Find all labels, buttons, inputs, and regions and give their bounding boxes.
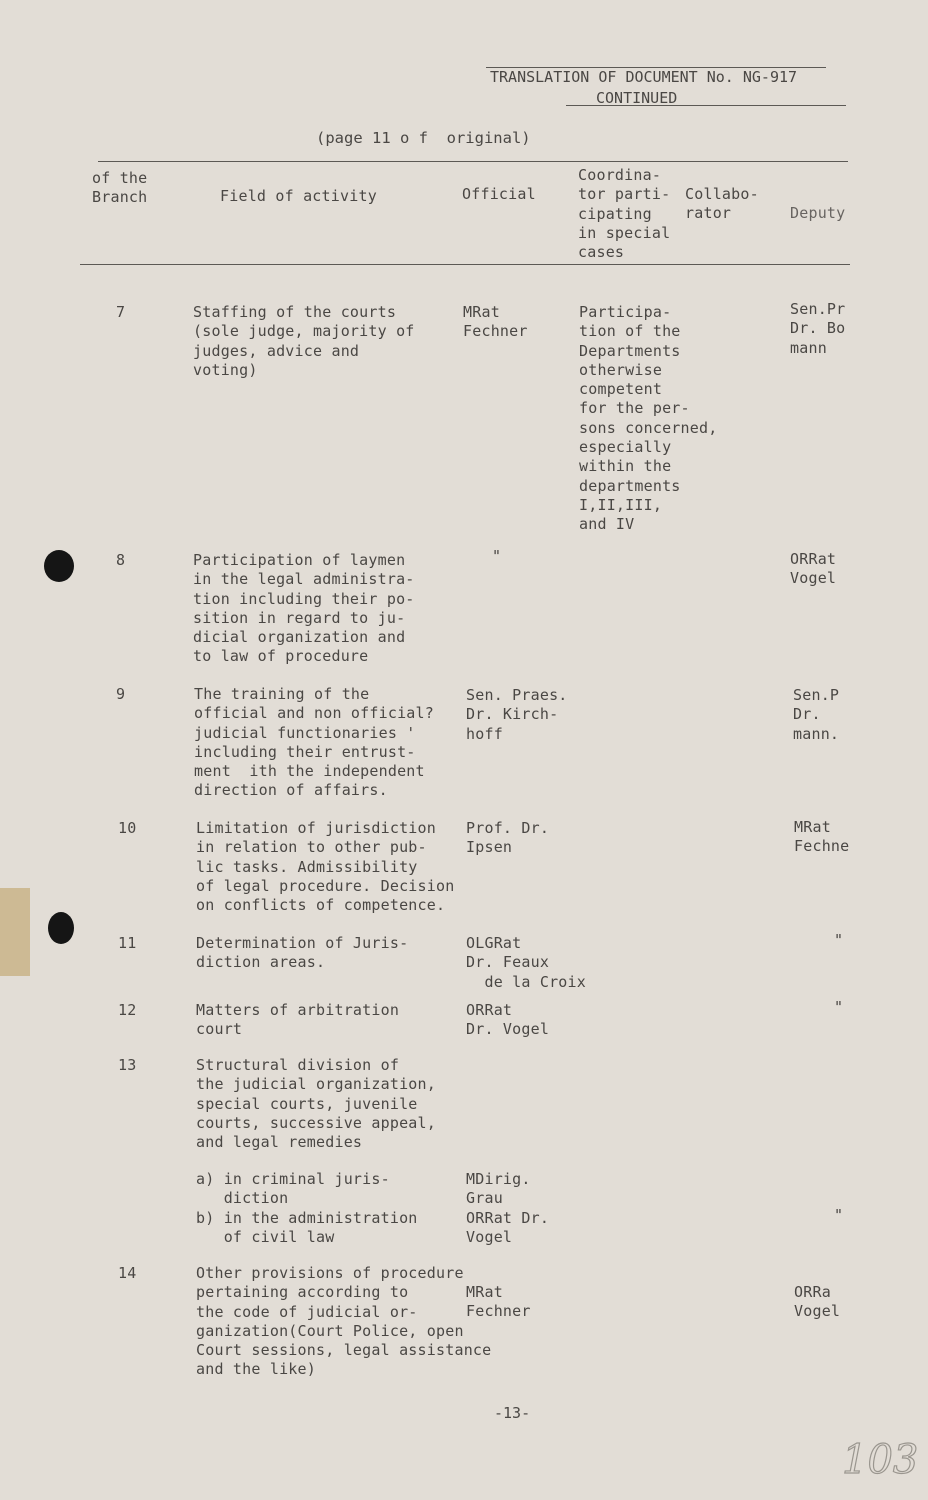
row-7-official: MRat Fechner — [463, 303, 528, 341]
row-14-number: 14 — [118, 1264, 137, 1282]
row-9-deputy: Sen.P Dr. mann. — [793, 686, 840, 743]
svg-text:103: 103 — [842, 1437, 918, 1483]
row-11-field: Determination of Juris- diction areas. — [196, 934, 409, 972]
row-9-field: The training of the official and non official? judicial functionaries ' including their entrust- ment ith the independent direction of affairs. — [194, 685, 434, 800]
row-9-number: 9 — [116, 685, 126, 703]
row-12-field: Matters of arbitration court — [196, 1001, 400, 1039]
row-11-deputy: " — [834, 931, 844, 949]
column-header-collaborator: Collabo- rator — [685, 185, 759, 223]
row-13-subitems-official: MDirig. Grau ORRat Dr. Vogel — [466, 1170, 550, 1246]
row-10-official: Prof. Dr. Ipsen — [466, 819, 550, 857]
row-8-deputy: ORRat Vogel — [790, 550, 837, 588]
document-subtitle: CONTINUED — [596, 89, 678, 107]
row-14-deputy: ORRa Vogel — [794, 1283, 841, 1321]
column-header-branch: of the Branch — [92, 169, 148, 207]
table-header-rule — [80, 264, 850, 265]
page-number: -13- — [494, 1404, 531, 1422]
row-13-subitems-field: a) in criminal juris- diction b) in the administration of civil law — [196, 1170, 418, 1246]
row-10-number: 10 — [118, 819, 137, 837]
handwritten-page-number — [838, 1425, 918, 1485]
row-12-official: ORRat Dr. Vogel — [466, 1001, 550, 1039]
row-9-official: Sen. Praes. Dr. Kirch- hoff — [466, 686, 568, 743]
row-7-deputy: Sen.Pr Dr. Bo mann — [790, 300, 846, 357]
row-8-field: Participation of laymen in the legal administra- tion including their po- sition in regard to ju- dicial organization and to law of procedure — [193, 551, 415, 666]
row-8-official: " — [492, 547, 502, 565]
row-10-deputy: MRat Fechne — [794, 818, 850, 856]
subtitle-underline — [566, 105, 846, 106]
column-header-field: Field of activity — [220, 187, 377, 205]
row-7-number: 7 — [116, 303, 126, 321]
tape-strip — [0, 888, 30, 976]
row-13-field: Structural division of the judicial organization, special courts, juvenile courts, successive appeal, and legal remedies — [196, 1056, 436, 1152]
row-13-number: 13 — [118, 1056, 137, 1074]
binder-hole-bottom — [48, 912, 74, 944]
row-12-number: 12 — [118, 1001, 137, 1019]
row-12-deputy: " — [834, 998, 844, 1016]
row-7-coordinator: Participa- tion of the Departments otherwise competent for the per- sons concerned, especially within the departments I,II,III, and IV — [579, 303, 718, 534]
document-title: TRANSLATION OF DOCUMENT No. NG-917 — [490, 68, 798, 86]
table-top-rule — [98, 161, 848, 162]
row-7-field: Staffing of the courts (sole judge, majority of judges, advice and voting) — [193, 303, 415, 379]
row-14-official: MRat Fechner — [466, 1283, 531, 1321]
title-overline — [486, 67, 826, 68]
row-10-field: Limitation of jurisdiction in relation to other pub- lic tasks. Admissibility of legal procedure. Decision on conflicts of competence. — [196, 819, 455, 915]
row-11-number: 11 — [118, 934, 137, 952]
row-14-field: Other provisions of procedure pertaining according to the code of judicial or- ganization(Court Police, open Court sessions, legal assistance and the like) — [196, 1264, 492, 1379]
row-8-number: 8 — [116, 551, 126, 569]
row-13-subitems-deputy: " — [834, 1206, 844, 1224]
column-header-deputy: Deputy — [790, 204, 846, 222]
page-reference: (page 11 o f original) — [316, 129, 531, 147]
row-11-official: OLGRat Dr. Feaux de la Croix — [466, 934, 586, 991]
column-header-official: Official — [462, 185, 536, 203]
column-header-coordinator: Coordina- tor parti- cipating in special cases — [578, 166, 671, 262]
binder-hole-top — [44, 550, 74, 582]
